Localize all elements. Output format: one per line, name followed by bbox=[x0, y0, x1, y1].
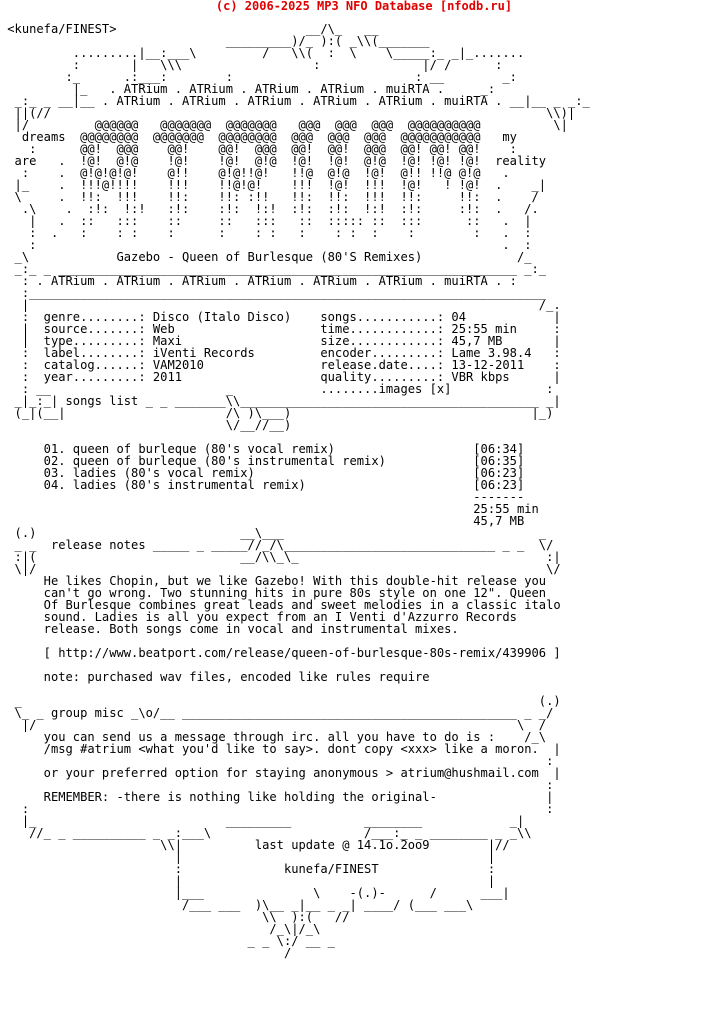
site-header: (c) 2006-2025 MP3 NFO Database [nfodb.ru] bbox=[215, 0, 513, 13]
nfo-ascii-document: <kunefa/FINEST> __/\_ __ _________)/_ ):( _\\(_______ .........|__:___\ / \\( : \ \_____:_ _|_....... : | \\\ : |/ / : :_ .:___: : : __ _: |_ . ATRium . ATRium . ATRium . ATRium . muiRTA . _: _:_ _ __|__ . ATRium . ATRium . ATRium . ATRium . ATRium . muiRTA . __|__ _ _:_ ||(// \\)| |/ @@@@@@ @@@@@@@ @@@@@@@ @@@ @@@ @@@ @@@@@@@@@@ \| dreams @@@@@@@@ @@@@@@@ @@@@@@@@ @@@ @@@ @@@ @@@@@@@@@@@ my : @@! @@@ @@! @@! @@@ @@! @@! @@@ @@! @@! @@! : are . !@! @!@ !@! !@! @!@ !@! !@! @!@ !@! !@! !@! reality : . @!@!@!@! @!! @!@!!@! !!@ @!@ !@! @!! !!@ @!@ . |_ . !!!@!!!! !!! !!@!@! !!! !@! !!! !@! ! !@! . _| \ . !!: !!! !!: !!: :!! !!: !!: !!! !!: !!: . / .\ . :!: !:! :!: :!: !:! :!: :!: !:! :!: :!: . /. | . :: ::: :: :: ::: :: ::::: :: ::: :: . | : . : : : : : : : : : : : : : . : : . : _\ Gazebo - Queen of Burlesque (80'S Remixes) /_ _:_ _ _______________________________________________________________ _:_ : . ATRium . ATRium . ATRium . ATRium . ATRium . ATRium . muiRTA . : :_______________________________________________________________________ | /_. : genre........: Disco (Italo Disco) songs...........: 04 | | source.......: Web time............: 25:55 min : | type.........: Maxi size............: 45,7 MB | : label........: iVenti Records encoder.........: Lame 3.98.4 : : catalog......: VAM2010 release.date....: 13-12-2011 : : year.........: 2011 quality.........: VBR kbps | : __ _ ........images [x] : _|_:_| songs list _ _ _______\\_________________________________________ _| (_|(__| /\ )\___) |_) \/__//__) 01. queen of burleque (80's vocal remix) [06:34] 02. queen of burleque (80's instrumental remix) [06:35] 03. ladies (80's vocal remix) [06:23] 04. ladies (80's instrumental remix) [06:23] ------- 25:55 min 45,7 MB (.) __\___ _ _ _ release notes _____ _ _____//_/\_____________________________ _ _ \/ :|( __/\\_\_ :| \|/ \/ He likes Chopin, but we like Gazebo! With this double-hit release you can't go wrong. Two stunning hits in pure 80s style on one 12". Queen Of Burlesque combines great leads and sweet melodies in a classic italo sound. Ladies is all you expect from an I Venti d'Azzurro Records release. Both songs come in vocal and instrumental mixes. [ http://www.beatport.com/release/queen-of-burlesque-80s-remix/439906 ] note: purchased wav files, encoded like rules require _ (.) \_ _ group misc _\o/__ ______________________________________________ _ _/ |/ \ / you can send us a message through irc. all you have to do is : /_\ /msg #atrium <what you'd like to say>. dont copy <xxx> like a moron. | : or your preferred option for staying anonymous > atrium@hushmail.com | : REMEMBER: -there is nothing like holding the original- | : : |_ _________ ________ _| //_ _ __________ _ _:___\ /___:_ _ ________ _ _\\ \\| last update @ 14.1o.2oo9 |// | | : kunefa/FINEST : | | |___ \ -(.)- / ___| /___ ___ )\__ _|__ _ _| ____/ (___ ___\ \\ ):( // /_\|/_\ _ _ \:/ __ _ / bbox=[7, 22, 590, 960]
